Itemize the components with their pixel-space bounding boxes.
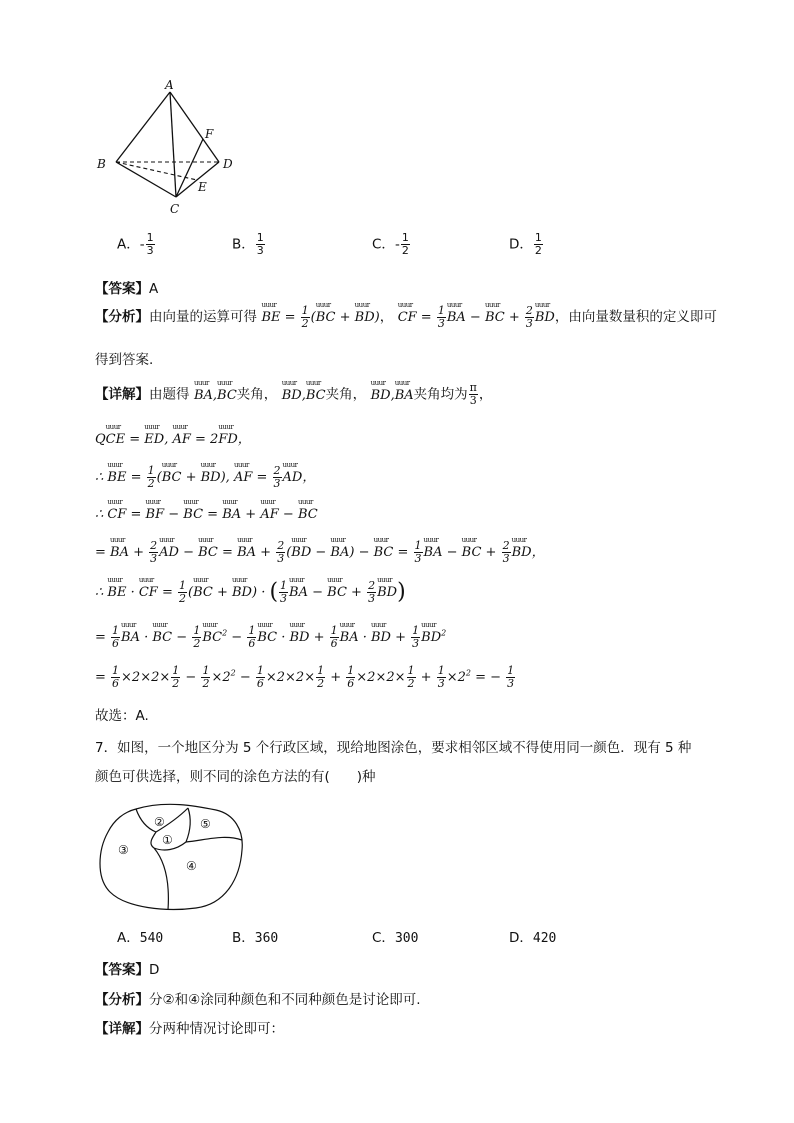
label-d: D	[223, 157, 233, 171]
segment-be-dashed	[116, 162, 197, 180]
fraction: $\frac{1}{3}$	[256, 231, 264, 257]
boundary-4-top	[186, 837, 242, 842]
fraction: $\frac{1}{2}$	[534, 231, 542, 257]
tetrahedron-figure	[90, 80, 250, 220]
derivation-line-2: ∴ uuur BE = $\frac{1}{2}$ (uuur BC + uuur BD), uuur AF = $\frac{2}{3}$ uuur AD，	[95, 465, 315, 490]
formula-be: uuur BE = $\frac{1}{2}$ (uuur BC + uuur BD)	[261, 310, 379, 325]
boundary-1-left	[151, 832, 156, 848]
q7-stem-line1: 7．如图，一个地区分为 5 个行政区域，现给地图涂色，要求相邻区域不得使用同一颜色．现有 5 种	[95, 740, 692, 756]
q6-analysis: 【分析】由向量的运算可得 uuur BE = $\frac{1}{2}$ (uuur BC + uuur BD)， uuur CF = $\frac{1}{3}$ uuur BA − uuur BC + $\frac{2}{3}$ uuur BD，由向量数量积的定义即可	[95, 305, 717, 330]
q7-detail: 【详解】分两种情况讨论即可：	[95, 1021, 284, 1037]
derivation-line-3: ∴ uuur CF = uuur BF − uuur BC = uuur BA + uuur AF − uuur BC	[95, 507, 318, 522]
edge-bc	[116, 162, 176, 197]
q6-options	[117, 232, 677, 264]
q6-option-d: D． $\frac{1}{2}$	[509, 231, 542, 257]
q7-analysis: 【分析】分②和④涂同种颜色和不同种颜色是讨论即可.	[95, 992, 421, 1008]
q7-stem-line2: 颜色可供选择，则不同的涂色方法的有( )种	[95, 769, 376, 785]
label-a: A	[165, 80, 174, 92]
label-b: B	[97, 157, 106, 171]
q6-answer: 【答案】A	[95, 281, 159, 297]
derivation-line-1: Quuur CE = uuur ED, uuur AF = 2uuur FD，	[95, 428, 251, 447]
q7-options	[117, 926, 677, 946]
region-label-4: ④	[186, 859, 197, 873]
label-f: F	[205, 127, 214, 141]
q6-conclusion: 故选：A.	[95, 708, 149, 724]
region-label-3: ③	[118, 843, 129, 857]
q6-option-c: C．- $\frac{1}{2}$	[372, 231, 409, 257]
boundary-1-right	[186, 808, 190, 842]
region-map-figure	[96, 800, 246, 912]
fraction: $\frac{1}{2}$	[401, 231, 409, 257]
derivation-line-6: = $\frac{1}{6}$ uuur BA · uuur BC − $\frac{1}{2}$ uuur $BC^2$ − $\frac{1}{6}$ uuur BC · uuur BD + $\frac{1}{6}$ uuur BA · uuur BD + $\frac{1}{3}$ uuur $BD^2$	[95, 625, 446, 650]
boundary-2-region	[136, 809, 156, 832]
region-label-5: ⑤	[200, 817, 211, 831]
q7-option-d: D．420	[509, 930, 557, 946]
label-c: C	[170, 202, 180, 216]
q7-option-c: C．300	[372, 930, 419, 946]
derivation-line-7: = $\frac{1}{6}$ ×2×2× $\frac{1}{2}$ − $\frac{1}{2}$ $\times 2^2$ − $\frac{1}{6}$ ×2×2× $\frac{1}{2}$ + $\frac{1}{6}$ ×2×2× $\frac{1}{2}$ + $\frac{1}{3}$ $\times 2^2$ = − $\frac{1}{3}$	[95, 664, 515, 690]
region-label-1: ①	[162, 833, 173, 847]
q7-option-b: B．360	[232, 930, 279, 946]
q6-option-a: A．- $\frac{1}{3}$	[117, 231, 154, 257]
q6-detail: 【详解】由题得 uuur BA,uuur BC夹角， uuur BD,uuur BC夹角， uuur BD,uuur BA夹角均为 $\frac{\pi}{3}$ ，	[95, 382, 492, 407]
q6-option-b: B． $\frac{1}{3}$	[232, 231, 264, 257]
derivation-line-4: = uuur BA + $\frac{2}{3}$ uuur AD − uuur BC = uuur BA + $\frac{2}{3}$ (uuur BD − uuur BA) − uuur BC = $\frac{1}{3}$ uuur BA − uuur BC + $\frac{2}{3}$ uuur BD，	[95, 540, 545, 565]
fraction: $\frac{1}{3}$	[146, 231, 154, 257]
edge-ac	[170, 92, 176, 197]
edge-ab	[116, 92, 170, 162]
boundary-4-left	[154, 848, 168, 910]
region-label-2: ②	[154, 815, 165, 829]
derivation-line-5: ∴ uuur BE · uuur CF = $\frac{1}{2}$ (uuur BC + uuur BD) · ( $\frac{1}{3}$ uuur BA − uuur BC + $\frac{2}{3}$ uuur BD)	[95, 580, 406, 605]
formula-cf: uuur CF = $\frac{1}{3}$ uuur BA − uuur BC + $\frac{2}{3}$ uuur BD	[398, 310, 555, 325]
q6-analysis-line2: 得到答案.	[95, 352, 154, 368]
q7-answer: 【答案】D	[95, 962, 160, 978]
label-e: E	[198, 180, 207, 194]
q7-option-a: A．540	[117, 930, 164, 946]
